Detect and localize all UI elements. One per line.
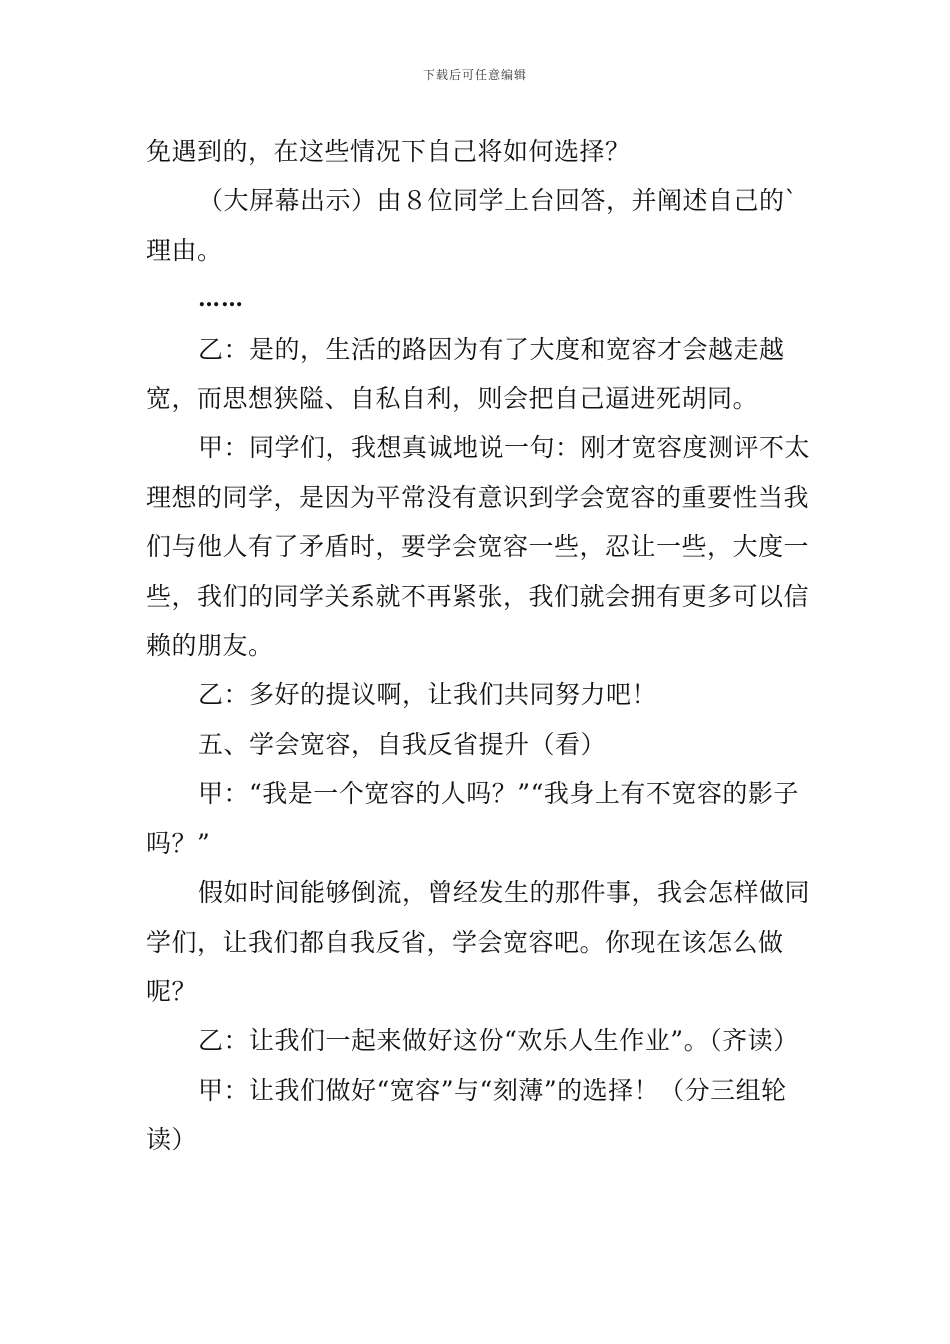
paragraph-reflection: 假如时间能够倒流，曾经发生的那件事，我会怎样做同学们，让我们都自我反省，学会宽容吧。你现在该怎么做呢？ bbox=[146, 878, 811, 1006]
paragraph-screen-display: （大屏幕出示）由８位同学上台回答，并阐述自己的`理由。 bbox=[146, 186, 798, 265]
paragraph-yi-2: 乙：多好的提议啊，让我们共同努力吧！ bbox=[198, 680, 658, 710]
paragraph-yi-3: 乙：让我们一起来做好这份“欢乐人生作业”。（齐读） bbox=[198, 1026, 799, 1056]
page-header: 下载后可任意编辑 bbox=[422, 68, 527, 82]
paragraph-ellipsis: …… bbox=[198, 286, 244, 313]
paragraph-jia-2: 甲：“我是一个宽容的人吗？”“我身上有不宽容的影子吗？” bbox=[146, 779, 799, 858]
document-body bbox=[146, 127, 810, 1165]
paragraph-yi-1: 乙：是的，生活的路因为有了大度和宽容才会越走越宽，而思想狭隘、自私自利，则会把自己逼进死胡同。 bbox=[146, 334, 785, 414]
paragraph-continuation: 免遇到的，在这些情况下自己将如何选择？ bbox=[146, 137, 631, 166]
paragraph-jia-3: 甲：让我们做好“宽容”与“刻薄”的选择！（分三组轮读） bbox=[146, 1075, 787, 1155]
section-heading-five: 五、学会宽容，自我反省提升（看） bbox=[198, 729, 607, 759]
paragraph-jia-1: 甲：同学们，我想真诚地说一句：刚才宽容度测评不太理想的同学，是因为平常没有意识到学会宽容的重要性当我们与他人有了矛盾时，要学会宽容一些，忍让一些，大度一些，我们的同学关系就不再紧张，我们就会拥有更多可以信赖的朋友。 bbox=[146, 433, 811, 661]
